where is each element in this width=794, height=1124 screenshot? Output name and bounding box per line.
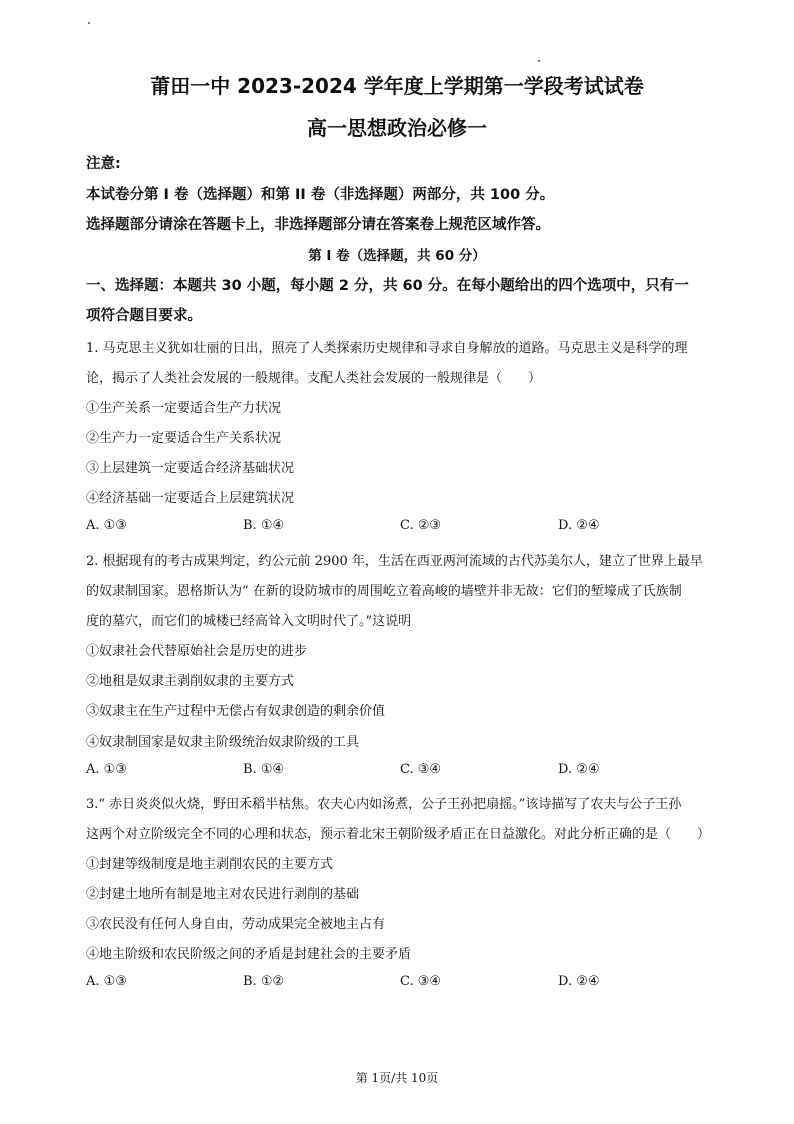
q2-stem-2: 的奴隶制国家。恩格斯认为“ 在新的设防城市的周围屹立着高峻的墙壁并非无故：它们的堑壕成了氏族制 bbox=[86, 584, 682, 599]
q2-option-d[interactable]: D. ②④ bbox=[558, 762, 600, 777]
exam-subtitle: 高一思想政治必修一 bbox=[307, 116, 487, 140]
page-number: 第 1页/共 10页 bbox=[355, 1071, 439, 1085]
notice-label: 注意: bbox=[86, 156, 121, 172]
q3-statement-2: ②封建土地所有制是地主对农民进行剥削的基础 bbox=[86, 887, 360, 902]
q1-statement-3: ③上层建筑一定要适合经济基础状况 bbox=[86, 461, 295, 476]
exam-title: 莆田一中 2023-2024 学年度上学期第一学段考试试卷 bbox=[150, 74, 644, 98]
q2-statement-1: ①奴隶社会代替原始社会是历史的进步 bbox=[86, 644, 308, 659]
q2-statement-4: ④奴隶制国家是奴隶主阶级统治奴隶阶级的工具 bbox=[86, 735, 360, 750]
q3-statement-3: ③农民没有任何人身自由，劳动成果完全被地主占有 bbox=[86, 917, 386, 932]
notice-line-2: 选择题部分请涂在答题卡上，非选择题部分请在答案卷上规范区域作答。 bbox=[86, 217, 550, 233]
q1-statement-1: ①生产关系一定要适合生产力状况 bbox=[86, 401, 282, 416]
section-instruction-1: 一、选择题：本题共 30 小题，每小题 2 分，共 60 分。在每小题给出的四个选项中，只有一 bbox=[86, 278, 689, 294]
notice-line-1: 本试卷分第 I 卷（选择题）和第 II 卷（非选择题）两部分，共 100 分。 bbox=[86, 187, 555, 203]
q3-option-b[interactable]: B. ①② bbox=[243, 974, 285, 989]
q1-option-d[interactable]: D. ②④ bbox=[558, 518, 600, 533]
q1-statement-2: ②生产力一定要适合生产关系状况 bbox=[86, 431, 282, 446]
q2-option-c[interactable]: C. ③④ bbox=[400, 762, 442, 777]
q2-stem-3: 度的墓穴，而它们的城楼已经高耸入文明时代了。”这说明 bbox=[86, 614, 412, 629]
q3-option-a[interactable]: A. ①③ bbox=[86, 974, 127, 989]
q3-option-d[interactable]: D. ②④ bbox=[558, 974, 600, 989]
section-title: 第 I 卷（选择题，共 60 分） bbox=[308, 248, 486, 264]
scan-speck bbox=[538, 60, 540, 62]
q3-option-c[interactable]: C. ③④ bbox=[400, 974, 442, 989]
q2-stem-1: 2. 根据现有的考古成果判定，约公元前 2900 年，生活在西亚两河流域的古代苏美尔人，建立了世界上最早 bbox=[86, 554, 703, 569]
q3-stem-1: 3.“ 赤日炎炎似火烧，野田禾稻半枯焦。农夫心内如汤煮，公子王孙把扇摇。”该诗描写了农夫与公子王孙 bbox=[86, 797, 682, 812]
q3-statement-4: ④地主阶级和农民阶级之间的矛盾是封建社会的主要矛盾 bbox=[86, 947, 412, 962]
q2-option-b[interactable]: B. ①④ bbox=[243, 762, 285, 777]
q1-option-a[interactable]: A. ①③ bbox=[86, 518, 127, 533]
q1-stem-1: 1. 马克思主义犹如壮丽的日出，照亮了人类探索历史规律和寻求自身解放的道路。马克思主义是科学的理 bbox=[86, 341, 688, 356]
q1-statement-4: ④经济基础一定要适合上层建筑状况 bbox=[86, 491, 295, 506]
q2-statement-3: ③奴隶主在生产过程中无偿占有奴隶创造的剩余价值 bbox=[86, 704, 386, 719]
q1-stem-2: 论，揭示了人类社会发展的一般规律。支配人类社会发展的一般规律是（ ） bbox=[86, 371, 542, 386]
q1-option-b[interactable]: B. ①④ bbox=[243, 518, 285, 533]
q2-option-a[interactable]: A. ①③ bbox=[86, 762, 127, 777]
q2-statement-2: ②地租是奴隶主剥削奴隶的主要方式 bbox=[86, 674, 295, 689]
scan-speck bbox=[88, 22, 90, 24]
q3-stem-2: 这两个对立阶级完全不同的心理和状态，预示着北宋王朝阶级矛盾正在日益激化。对此分析正确的是（ ） bbox=[86, 827, 711, 842]
section-instruction-2: 项符合题目要求。 bbox=[86, 308, 202, 324]
q3-statement-1: ①封建等级制度是地主剥削农民的主要方式 bbox=[86, 857, 334, 872]
q1-option-c[interactable]: C. ②③ bbox=[400, 518, 442, 533]
